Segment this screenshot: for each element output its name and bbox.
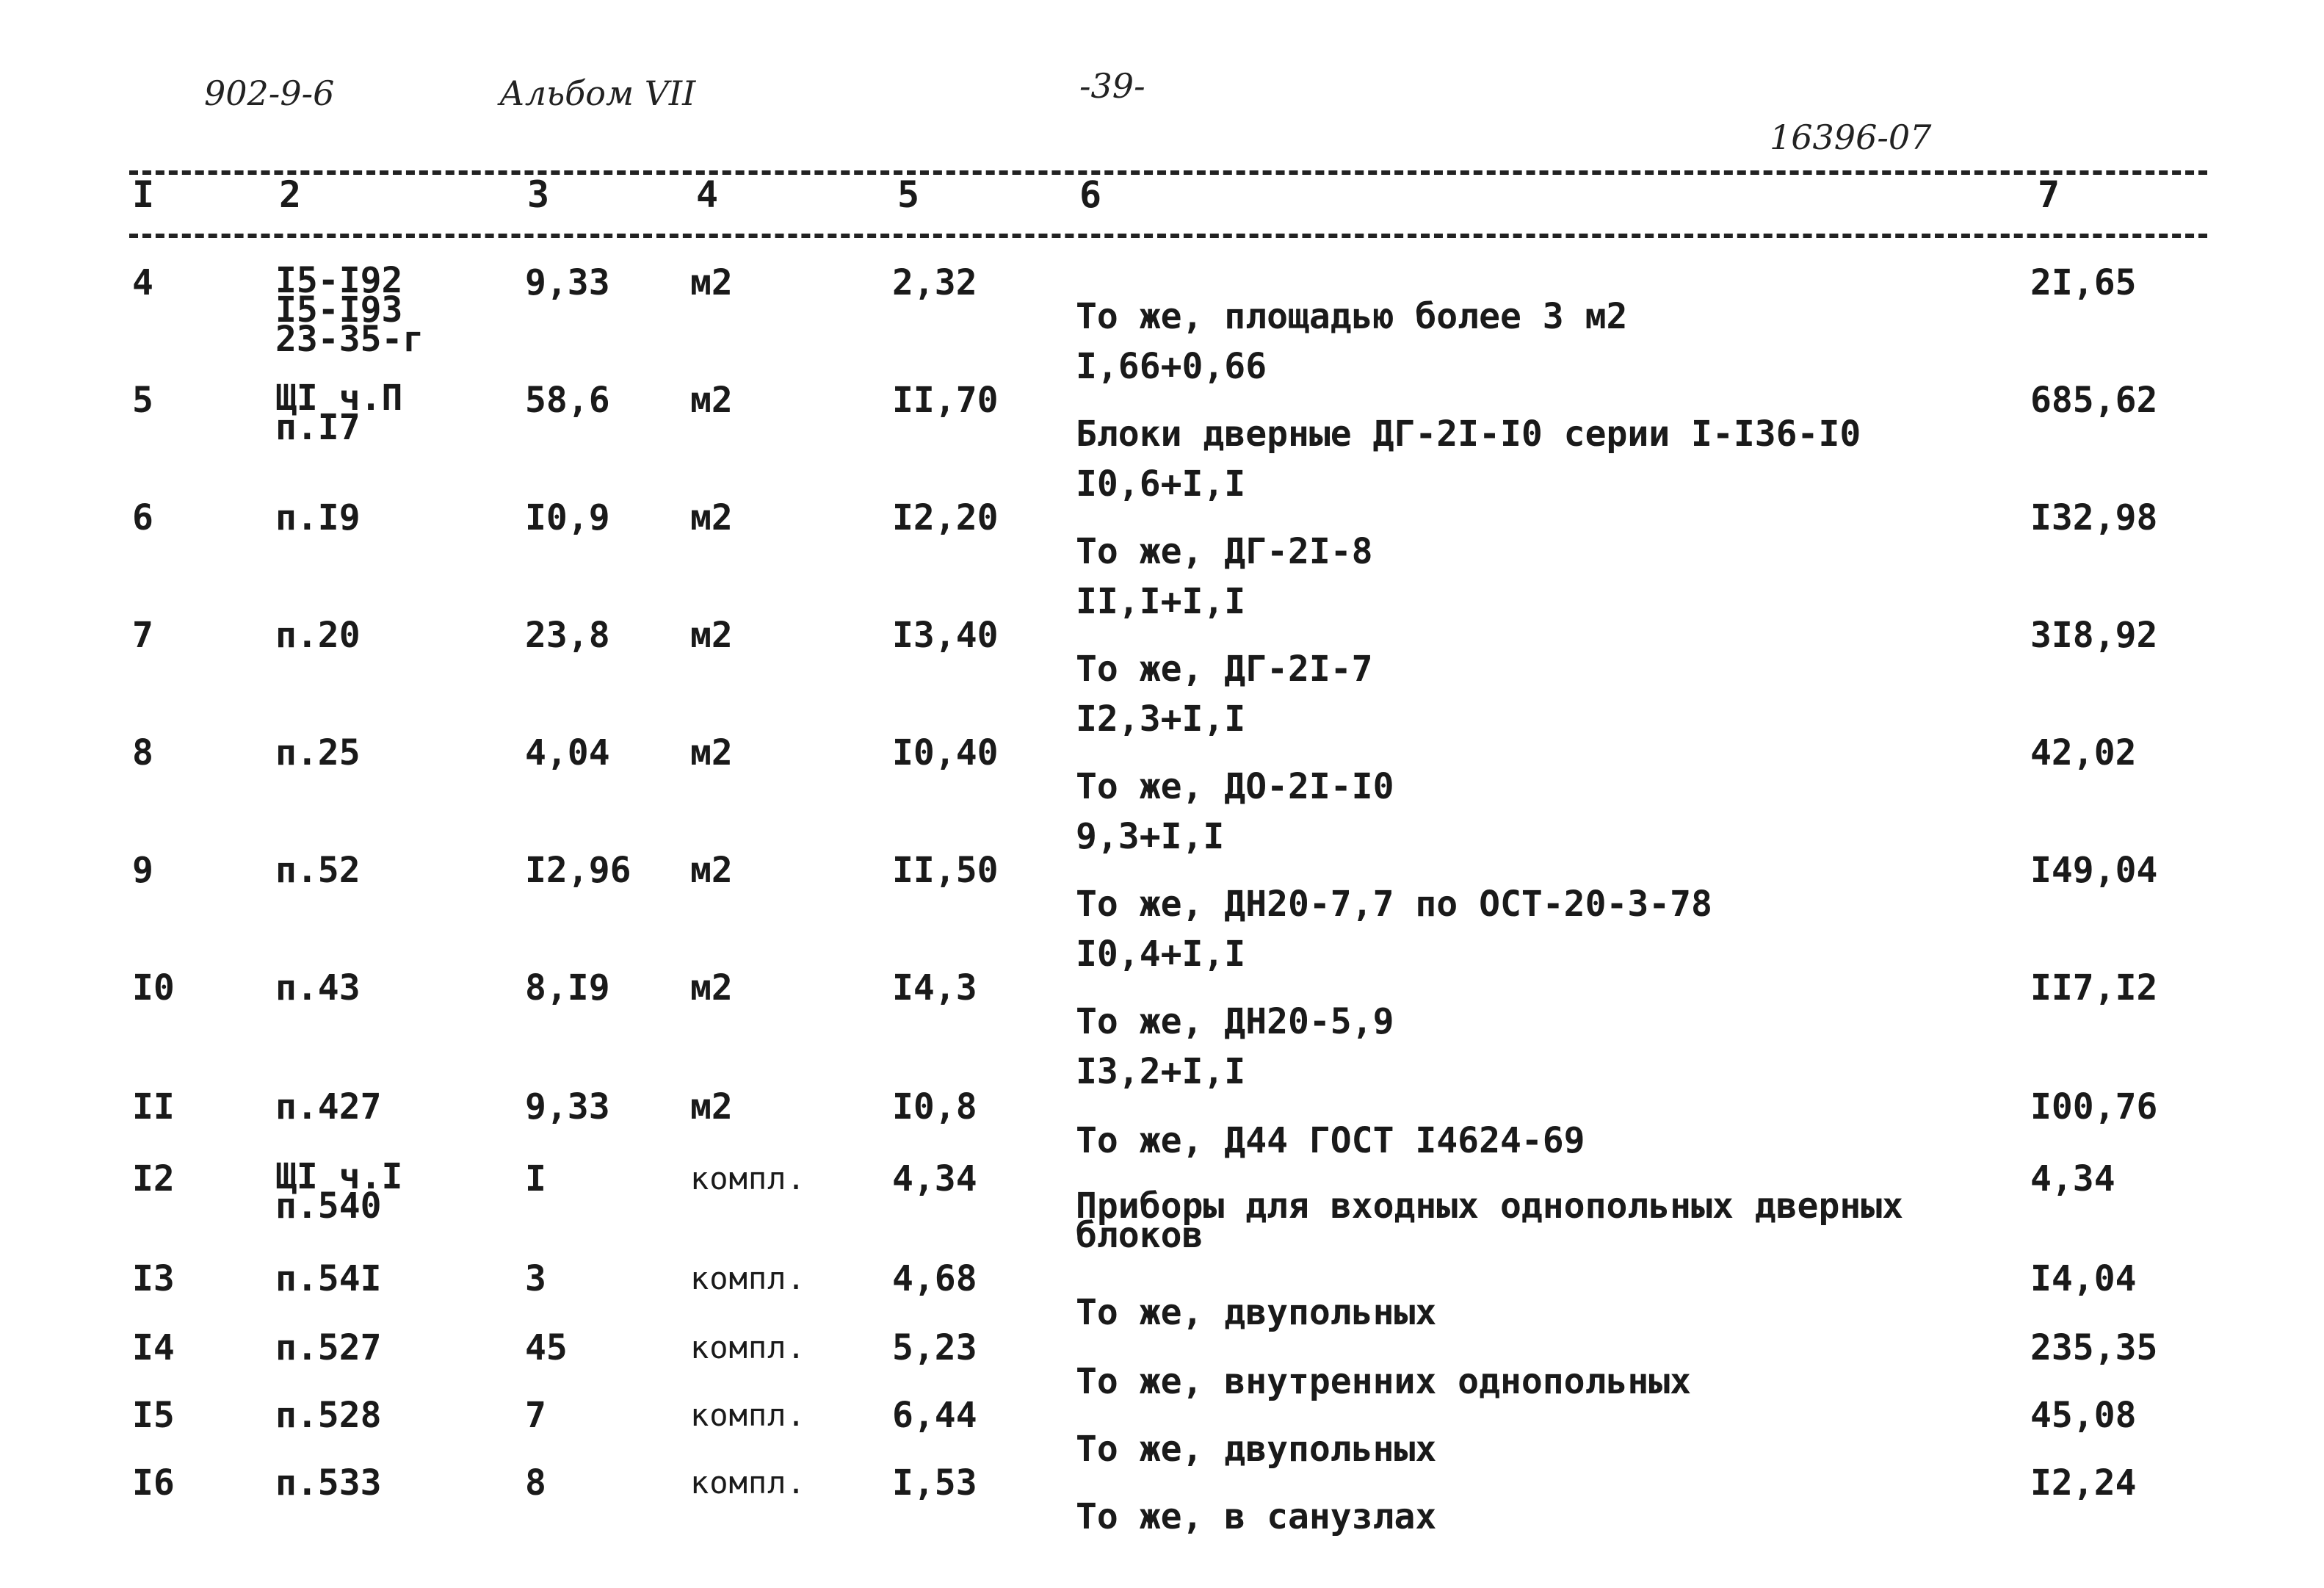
description-text: То же, двупольных — [1076, 1292, 1437, 1333]
unit: м2 — [690, 615, 733, 656]
total: I4,04 — [2030, 1258, 2137, 1299]
norm-reference: п.20 — [275, 615, 361, 656]
quantity: 45 — [525, 1327, 568, 1368]
description — [1076, 1090, 1585, 1161]
description — [1076, 1466, 1437, 1537]
unit: м2 — [690, 850, 733, 891]
table-row — [0, 497, 2324, 622]
total: I2,24 — [2030, 1462, 2137, 1504]
column-header-1: I — [132, 173, 155, 216]
norm-reference: п.43 — [275, 967, 361, 1008]
quantity: 9,33 — [525, 1086, 610, 1127]
norm-reference: п.54I — [275, 1258, 382, 1299]
unit: м2 — [690, 967, 733, 1008]
description — [1076, 1262, 1437, 1333]
table-row — [0, 378, 2324, 505]
table-row — [0, 732, 2324, 857]
unit-price: I3,40 — [892, 615, 999, 656]
row-number: 8 — [132, 732, 153, 773]
album-label: Альбом VII — [499, 73, 696, 113]
unit-price: II,50 — [892, 850, 999, 891]
description-text: То же, ДН20-5,9 — [1076, 1001, 1394, 1042]
unit-price: 4,34 — [892, 1158, 977, 1199]
unit: м2 — [690, 497, 733, 538]
column-header-3: 3 — [527, 173, 550, 216]
unit-price: I0,40 — [892, 732, 999, 773]
total: 2I,65 — [2030, 262, 2137, 303]
document-number: 16396-07 — [1770, 118, 1932, 157]
unit-price: I4,3 — [892, 967, 977, 1008]
quantity: 4,04 — [525, 732, 610, 773]
description-calc: I0,4+I,I — [1076, 934, 1246, 975]
row-number: 6 — [132, 497, 153, 538]
row-number: I2 — [132, 1158, 175, 1199]
row-number: I6 — [132, 1462, 175, 1504]
norm-reference: п.527 — [275, 1327, 382, 1368]
table-row — [0, 850, 2324, 975]
norm-reference: п.528 — [275, 1395, 382, 1436]
norm-reference: ЩI ч.I п.540 — [275, 1156, 403, 1227]
norm-reference: п.427 — [275, 1086, 382, 1127]
quantity: 7 — [525, 1395, 546, 1436]
column-header-2: 2 — [279, 173, 302, 216]
quantity: 3 — [525, 1258, 546, 1299]
norm-reference: п.533 — [275, 1462, 382, 1504]
total: 235,35 — [2030, 1327, 2158, 1368]
unit: м2 — [690, 732, 733, 773]
series-number: 902-9-6 — [204, 73, 335, 113]
norm-reference: п.52 — [275, 850, 361, 891]
total: I32,98 — [2030, 497, 2158, 538]
header-bottom-rule — [129, 234, 2207, 238]
quantity: I2,96 — [525, 850, 631, 891]
row-number: 5 — [132, 380, 153, 421]
total: 42,02 — [2030, 732, 2137, 773]
unit-price: I,53 — [892, 1462, 977, 1504]
column-header-4: 4 — [696, 173, 719, 216]
description-calc: I3,2+I,I — [1076, 1051, 1246, 1092]
norm-reference: ЩI ч.П п.I7 — [275, 378, 403, 448]
unit: м2 — [690, 1086, 733, 1127]
description-text: То же, ДГ-2I-7 — [1076, 649, 1373, 690]
row-number: I0 — [132, 967, 175, 1008]
description-calc: II,I+I,I — [1076, 581, 1246, 622]
description-calc: 9,3+I,I — [1076, 816, 1225, 857]
unit-price: 5,23 — [892, 1327, 977, 1368]
unit: компл. — [690, 1465, 806, 1501]
total: 3I8,92 — [2030, 615, 2158, 656]
description-text: То же, ДГ-2I-8 — [1076, 531, 1373, 572]
total: I49,04 — [2030, 850, 2158, 891]
description-calc: I2,3+I,I — [1076, 699, 1246, 740]
row-number: I5 — [132, 1395, 175, 1436]
description-text: То же, в санузлах — [1076, 1496, 1437, 1537]
row-number: I3 — [132, 1258, 175, 1299]
description-calc: I0,6+I,I — [1076, 463, 1246, 505]
total: 45,08 — [2030, 1395, 2137, 1436]
quantity: 23,8 — [525, 615, 610, 656]
row-number: I4 — [132, 1327, 175, 1368]
quantity: 58,6 — [525, 380, 610, 421]
description-text: То же, внутренних однопольных — [1076, 1361, 1692, 1402]
unit: м2 — [690, 380, 733, 421]
description-text: То же, площадью более 3 м2 — [1076, 296, 1628, 337]
unit-price: 4,68 — [892, 1258, 977, 1299]
column-header-7: 7 — [2038, 173, 2060, 216]
unit-price: I0,8 — [892, 1086, 977, 1127]
total: 4,34 — [2030, 1158, 2115, 1199]
description — [1076, 1331, 1692, 1402]
unit-price: II,70 — [892, 380, 999, 421]
unit-price: 6,44 — [892, 1395, 977, 1436]
table-row — [0, 1156, 2324, 1272]
description-calc: I,66+0,66 — [1076, 346, 1267, 387]
header-top-rule — [129, 170, 2207, 175]
row-number: II — [132, 1086, 175, 1127]
unit-price: I2,20 — [892, 497, 999, 538]
quantity: 8,I9 — [525, 967, 610, 1008]
description — [1076, 1162, 1904, 1256]
table-row — [0, 1462, 2324, 1576]
unit: компл. — [690, 1260, 806, 1296]
quantity: I — [525, 1158, 546, 1199]
description-text: То же, двупольных — [1076, 1429, 1437, 1470]
row-number: 9 — [132, 850, 153, 891]
unit: компл. — [690, 1161, 806, 1197]
norm-reference: п.I9 — [275, 497, 361, 538]
total: I00,76 — [2030, 1086, 2158, 1127]
description-text: Приборы для входных однопольных дверных блоков — [1076, 1185, 1904, 1256]
description — [1076, 1398, 1437, 1470]
table-row — [0, 260, 2324, 387]
norm-reference: п.25 — [275, 732, 361, 773]
quantity: 8 — [525, 1462, 546, 1504]
quantity: I0,9 — [525, 497, 610, 538]
total: 685,62 — [2030, 380, 2158, 421]
total: II7,I2 — [2030, 967, 2158, 1008]
description-text: Блоки дверные ДГ-2I-I0 серии I-I36-I0 — [1076, 414, 1861, 455]
description-text: То же, ДН20-7,7 по ОСТ-20-3-78 — [1076, 884, 1712, 925]
quantity: 9,33 — [525, 262, 610, 303]
unit: компл. — [690, 1329, 806, 1365]
table-row — [0, 967, 2324, 1092]
column-header-6: 6 — [1079, 173, 1102, 216]
table-row — [0, 615, 2324, 740]
column-header-5: 5 — [897, 173, 920, 216]
norm-reference: I5-I92 I5-I93 23-35-г — [275, 260, 424, 360]
description-text: То же, ДО-2I-I0 — [1076, 766, 1394, 807]
unit-price: 2,32 — [892, 262, 977, 303]
row-number: 7 — [132, 615, 153, 656]
page-number: -39- — [1079, 66, 1145, 106]
description-text: То же, Д44 ГОСТ I4624-69 — [1076, 1120, 1585, 1161]
row-number: 4 — [132, 262, 153, 303]
unit: компл. — [690, 1397, 806, 1433]
unit: м2 — [690, 262, 733, 303]
